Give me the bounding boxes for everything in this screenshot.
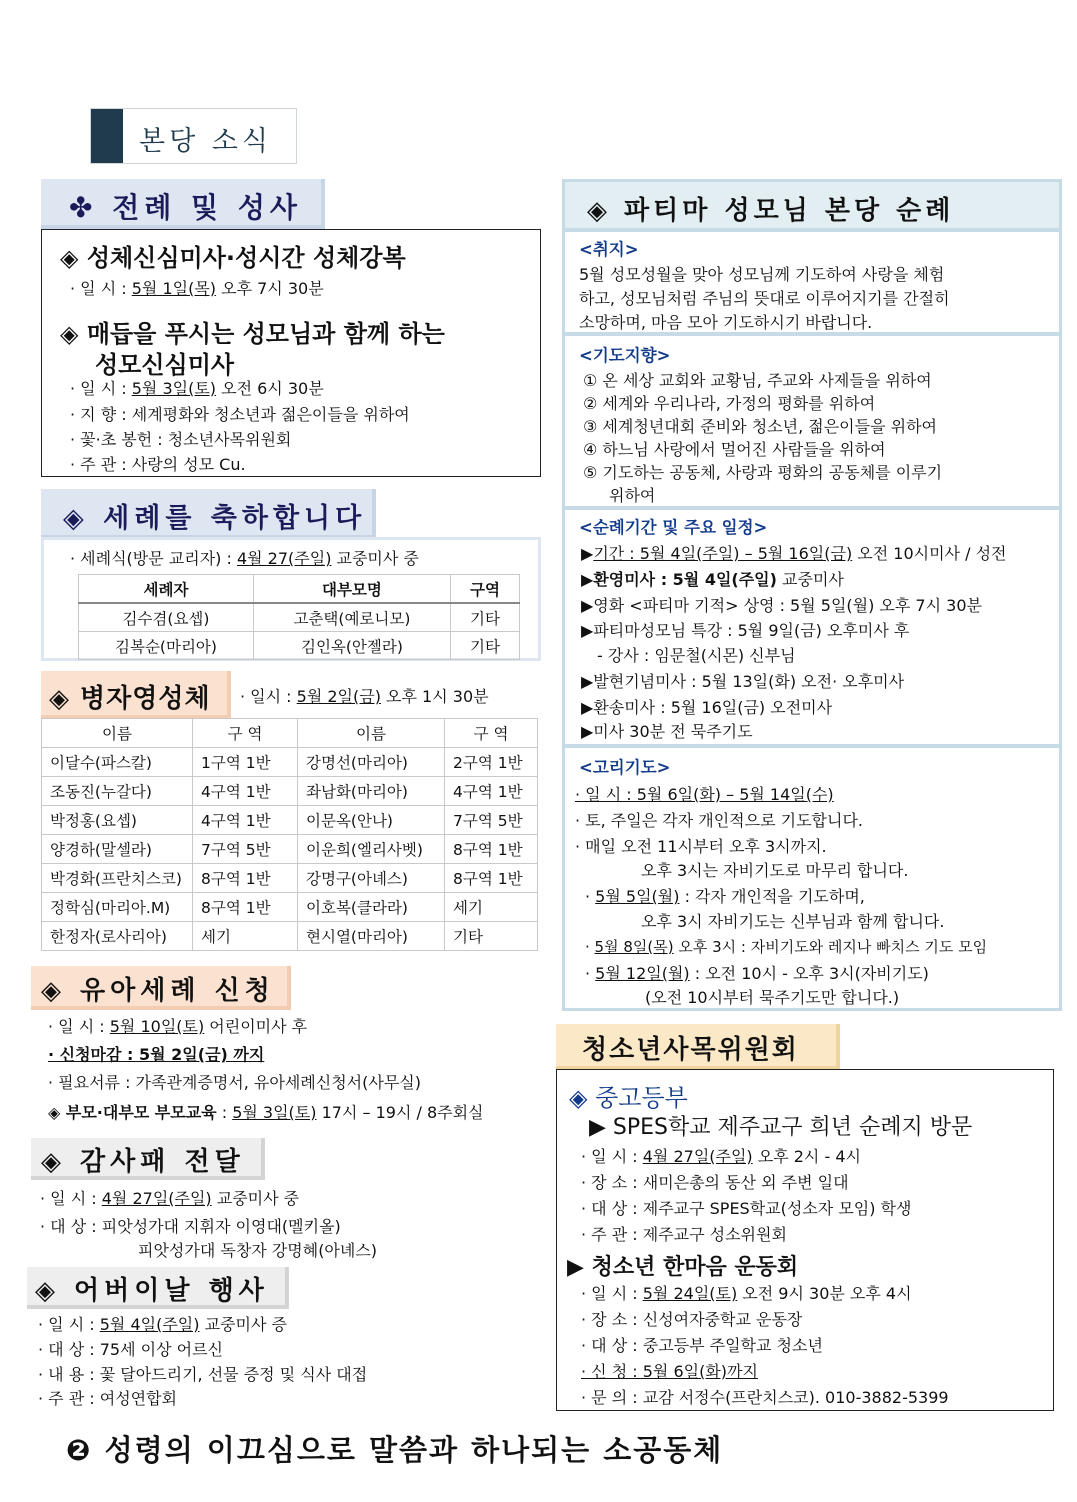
- table-cell: 이운희(엘리사벳): [298, 835, 445, 864]
- liturgy-section-title: ✤ 전례 및 성사: [41, 179, 325, 229]
- liturgy-box: [41, 229, 541, 477]
- baptism-table: [78, 574, 520, 660]
- intention-line: ⑤ 기도하는 공동체, 사랑과 평화의 공동체를 이루기: [583, 463, 943, 482]
- table-row: [79, 603, 520, 632]
- sick-table: [41, 718, 538, 951]
- baptism-box: [41, 537, 541, 661]
- table-row: [42, 777, 538, 806]
- footer-slogan: ❷ 성령의 이끄심으로 말씀과 하나되는 소공동체: [66, 1433, 724, 1467]
- table-cell: 강명구(아녜스): [298, 864, 445, 893]
- chain-line: (오전 10시부터 묵주기도만 합니다.): [645, 988, 900, 1007]
- infant-date: · 일 시 : 5월 10일(토) 어린이미사 후: [48, 1017, 308, 1036]
- intention-line: ③ 세계청년대회 준비와 청소년, 젊은이들을 위하여: [583, 417, 937, 436]
- intention-line: ① 온 세상 교회와 교황님, 주교와 사제들을 위하여: [583, 371, 932, 390]
- intention-line: 위하여: [609, 486, 656, 505]
- baptism-info: · 세례식(방문 교리자) : 4월 27(주일) 교중미사 중: [70, 549, 419, 568]
- baptism-header: 세례자: [79, 575, 254, 604]
- intention-line: ② 세계와 우리나라, 가정의 평화를 위하여: [583, 394, 876, 413]
- table-cell: 김수겸(요셉): [79, 603, 254, 632]
- baptism-header: 구역: [450, 575, 519, 604]
- item1-title: ◈ 성체신심미사·성시간 성체강복: [60, 244, 406, 272]
- chain-line: · 토, 주일은 각자 개인적으로 기도합니다.: [575, 811, 863, 830]
- sports-apply: · 신 청 : 5월 6일(화)까지: [581, 1362, 758, 1381]
- table-cell: 8구역 1반: [193, 893, 298, 922]
- spes-place: · 장 소 : 새미은총의 동산 외 주변 일대: [581, 1173, 849, 1192]
- spes-host: · 주 관 : 제주교구 성소위원회: [581, 1225, 787, 1244]
- page-title: 본당 소식: [139, 126, 272, 157]
- parents-target: · 대 상 : 75세 이상 어르신: [38, 1340, 223, 1359]
- plaque-date: · 일 시 : 4월 27일(주일) 교중미사 중: [40, 1189, 300, 1208]
- table-cell: 7구역 5반: [193, 835, 298, 864]
- fatima-section-title: ◈ 파티마 성모님 본당 순례: [587, 196, 955, 226]
- table-cell: 1구역 1반: [193, 748, 298, 777]
- spes-title: ▶ SPES학교 제주교구 희년 순례지 방문: [589, 1115, 973, 1140]
- schedule-line: ▶파티마성모님 특강 : 5월 9일(금) 오후미사 후: [581, 621, 910, 640]
- fatima-chain-box: [562, 745, 1062, 1011]
- infant-section-title: ◈ 유아세례 신청: [31, 966, 291, 1010]
- schedule-heading: <순례기간 및 주요 일정>: [579, 518, 768, 537]
- table-cell: 2구역 1반: [445, 748, 538, 777]
- item2-title-line2: 성모신심미사: [95, 351, 235, 379]
- parents-host: · 주 관 : 여성연합회: [38, 1389, 178, 1408]
- purpose-heading: <취지>: [579, 240, 639, 259]
- youth-box: [556, 1069, 1054, 1411]
- table-cell: 김인옥(안젤라): [253, 632, 450, 660]
- purpose-line: 5월 성모성월을 맞아 성모님께 기도하여 사랑을 체험: [579, 265, 945, 284]
- parents-content: · 내 용 : 꽃 달아드리기, 선물 증정 및 식사 대접: [38, 1365, 368, 1384]
- table-row: [42, 806, 538, 835]
- table-cell: 4구역 1반: [193, 806, 298, 835]
- table-cell: 세기: [445, 893, 538, 922]
- table-cell: 이문옥(안나): [298, 806, 445, 835]
- intention-line: ④ 하느님 사랑에서 멀어진 사람들을 위하여: [583, 440, 886, 459]
- table-row: [42, 893, 538, 922]
- item2-intention: · 지 향 : 세계평화와 청소년과 젊은이들을 위하여: [70, 405, 410, 424]
- youth-section-title: 청소년사목위원회: [556, 1024, 840, 1070]
- table-cell: 조동진(누갈다): [42, 777, 193, 806]
- sick-header-row: [42, 719, 538, 748]
- purpose-line: 소망하며, 마음 모아 기도하시기 바랍니다.: [579, 313, 873, 332]
- table-row: [42, 922, 538, 951]
- table-cell: 4구역 1반: [445, 777, 538, 806]
- table-cell: 8구역 1반: [193, 864, 298, 893]
- chain-heading: <고리기도>: [579, 758, 671, 777]
- chain-line: 오후 3시 자비기도는 신부님과 함께 합니다.: [641, 912, 945, 931]
- table-cell: 8구역 1반: [445, 835, 538, 864]
- table-cell: 박정홍(요셉): [42, 806, 193, 835]
- chain-line: · 5월 8일(목) 오후 3시 : 자비기도와 레지나 빠치스 기도 모임: [585, 938, 988, 956]
- parents-date: · 일 시 : 5월 4일(주일) 교중미사 증: [38, 1315, 287, 1334]
- spes-date: · 일 시 : 4월 27일(주일) 오후 2시 - 4시: [581, 1147, 861, 1166]
- schedule-line: ▶발현기념미사 : 5월 13일(화) 오전· 오후미사: [581, 672, 905, 691]
- table-row: [79, 632, 520, 660]
- parents-section-title: ◈ 어버이날 행사: [27, 1267, 289, 1309]
- chain-line: · 5월 5일(월) : 각자 개인적을 기도하며,: [585, 887, 865, 906]
- infant-education: ◈ 부모·대부모 부모교육 : 5월 3일(토) 17시 – 19시 / 8주회실: [48, 1103, 484, 1122]
- table-cell: 고춘택(예로니모): [253, 603, 450, 632]
- baptism-section-title: ◈ 세례를 축하합니다: [41, 489, 376, 539]
- table-cell: 이호복(클라라): [298, 893, 445, 922]
- table-cell: 기타: [450, 632, 519, 660]
- table-cell: 강명선(마리아): [298, 748, 445, 777]
- chain-line: · 5월 12일(월) : 오전 10시 - 오후 3시(자비기도): [585, 964, 929, 983]
- table-cell: 양경하(말셀라): [42, 835, 193, 864]
- plaque-target-2: 피앗성가대 독창자 강명혜(아녜스): [138, 1241, 378, 1260]
- sports-target: · 대 상 : 중고등부 주일학교 청소년: [581, 1336, 823, 1355]
- table-cell: 김복순(마리아): [79, 632, 254, 660]
- table-cell: 좌남화(마리아): [298, 777, 445, 806]
- chain-line: · 일 시 : 5월 6일(화) – 5월 14일(수): [575, 785, 834, 804]
- header-accent-bar: [91, 109, 123, 163]
- baptism-header: 대부모명: [253, 575, 450, 604]
- item1-date: · 일 시 : 5월 1일(목) 오후 7시 30분: [70, 279, 324, 298]
- youth-sub-title: ◈ 중고등부: [569, 1084, 688, 1112]
- schedule-line: ▶기간 : 5월 4일(주일) – 5월 16일(금) 오전 10시미사 / 성전: [581, 544, 1007, 563]
- item2-title-line1: ◈ 매듭을 푸시는 성모님과 함께 하는: [60, 320, 445, 348]
- sports-date: · 일 시 : 5월 24일(토) 오전 9시 30분 오후 4시: [581, 1284, 912, 1303]
- schedule-line: - 강사 : 임문철(시몬) 신부님: [597, 646, 796, 665]
- fatima-purpose-box: [562, 229, 1062, 335]
- item2-host: · 주 관 : 사랑의 성모 Cu.: [70, 455, 246, 474]
- spes-target: · 대 상 : 제주교구 SPES학교(성소자 모임) 학생: [581, 1199, 912, 1218]
- table-row: [42, 835, 538, 864]
- table-row: [42, 864, 538, 893]
- table-row: [42, 748, 538, 777]
- schedule-line: ▶환송미사 : 5월 16일(금) 오전미사: [581, 698, 833, 717]
- table-cell: 세기: [193, 922, 298, 951]
- sick-section-title: ◈ 병자영성체: [41, 671, 231, 719]
- sports-contact: · 문 의 : 교감 서정수(프란치스코). 010-3882-5399: [581, 1388, 949, 1407]
- table-cell: 4구역 1반: [193, 777, 298, 806]
- item2-date: · 일 시 : 5월 3일(토) 오전 6시 30분: [70, 379, 324, 398]
- plaque-section-title: ◈ 감사패 전달: [31, 1138, 265, 1180]
- table-cell: 기타: [450, 603, 519, 632]
- fatima-intention-box: [562, 333, 1062, 509]
- sick-header: 이름: [298, 719, 445, 748]
- schedule-line: ▶미사 30분 전 묵주기도: [581, 722, 753, 741]
- table-cell: 한정자(로사리아): [42, 922, 193, 951]
- fatima-section-title-box: [562, 179, 1062, 231]
- plaque-target: · 대 상 : 피앗성가대 지휘자 이영대(멜키올): [40, 1217, 341, 1236]
- sick-info: · 일시 : 5월 2일(금) 오후 1시 30분: [240, 687, 489, 706]
- fatima-schedule-box: [562, 507, 1062, 747]
- sick-header: 이름: [42, 719, 193, 748]
- purpose-line: 하고, 성모님처럼 주님의 뜻대로 이루어지기를 간절히: [579, 289, 950, 308]
- table-cell: 박경화(프란치스코): [42, 864, 193, 893]
- table-cell: 정학심(마리아.M): [42, 893, 193, 922]
- chain-line: · 매일 오전 11시부터 오후 3시까지.: [575, 837, 827, 856]
- schedule-line: ▶영화 <파티마 기적> 상영 : 5월 5일(월) 오후 7시 30분: [581, 596, 982, 615]
- page-header: [90, 108, 297, 164]
- table-cell: 이달수(파스칼): [42, 748, 193, 777]
- sports-title: ▶ 청소년 한마음 운동회: [567, 1255, 799, 1280]
- infant-documents: · 필요서류 : 가족관계증명서, 유아세례신청서(사무실): [48, 1073, 421, 1092]
- schedule-line: ▶환영미사 : 5월 4일(주일) 교중미사: [581, 570, 844, 589]
- table-cell: 8구역 1반: [445, 864, 538, 893]
- sick-header: 구 역: [193, 719, 298, 748]
- table-cell: 현시열(마리아): [298, 922, 445, 951]
- item2-offering: · 꽃·초 봉헌 : 청소년사목위원회: [70, 430, 292, 449]
- infant-deadline: · 신청마감 : 5월 2일(금) 까지: [48, 1045, 265, 1064]
- chain-line: 오후 3시는 자비기도로 마무리 합니다.: [641, 861, 909, 880]
- sports-place: · 장 소 : 신성여자중학교 운동장: [581, 1310, 803, 1329]
- table-cell: 기타: [445, 922, 538, 951]
- intention-heading: <기도지향>: [579, 346, 671, 365]
- sick-header: 구 역: [445, 719, 538, 748]
- page-number-badge: ❷: [66, 1433, 93, 1467]
- table-cell: 7구역 5반: [445, 806, 538, 835]
